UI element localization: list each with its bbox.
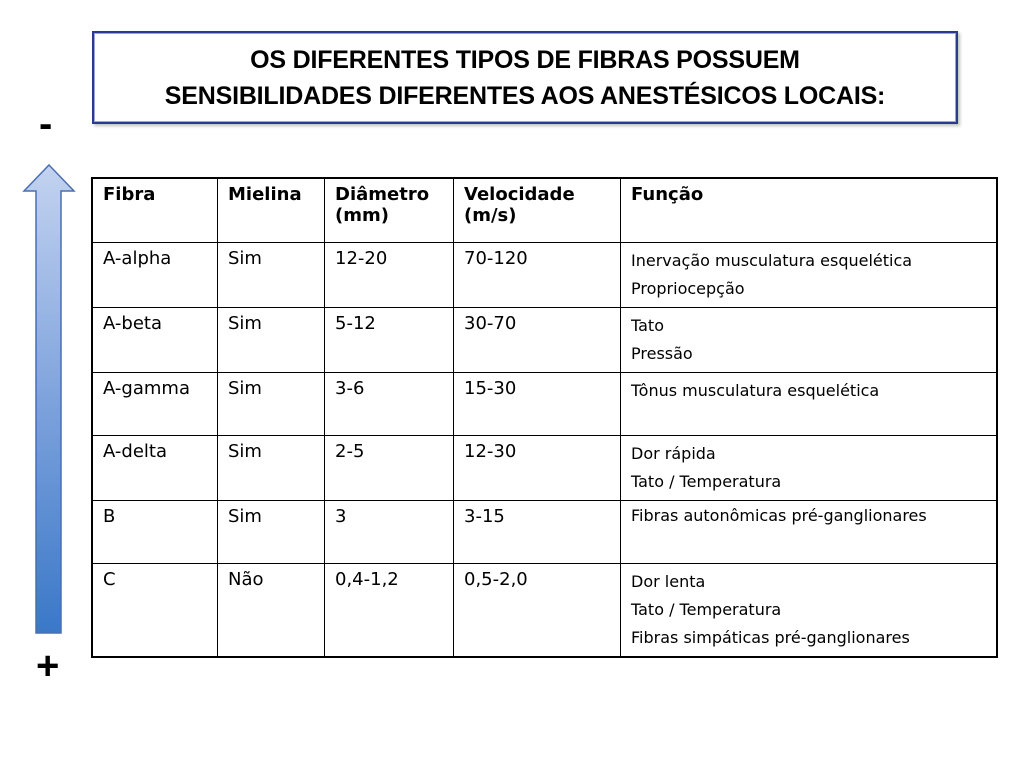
header-funcao: Função xyxy=(621,178,998,243)
cell-diametro: 12-20 xyxy=(325,243,454,308)
header-fibra: Fibra xyxy=(92,178,218,243)
funcao-line: Tato / Temperatura xyxy=(631,600,782,619)
cell-funcao xyxy=(621,564,998,658)
cell-fibra: B xyxy=(92,501,218,564)
cell-velocidade: 0,5-2,0 xyxy=(454,564,621,658)
funcao-line: Fibras autonômicas pré-ganglionares xyxy=(631,506,927,525)
cell-diametro: 3-6 xyxy=(325,373,454,436)
cell-mielina: Sim xyxy=(218,243,325,308)
funcao-line: Tato xyxy=(631,316,664,335)
cell-mielina: Sim xyxy=(218,308,325,373)
cell-velocidade: 30-70 xyxy=(454,308,621,373)
title-line-2: SENSIBILIDADES DIFERENTES AOS ANESTÉSICOS LOCAIS: xyxy=(164,81,886,110)
cell-funcao xyxy=(621,373,998,436)
table-row xyxy=(92,373,997,436)
cell-fibra: A-delta xyxy=(92,436,218,501)
header-velocidade: Velocidade (m/s) xyxy=(454,178,621,243)
header-diametro: Diâmetro (mm) xyxy=(325,178,454,243)
cell-funcao xyxy=(621,243,998,308)
funcao-line: Fibras simpáticas pré-ganglionares xyxy=(631,628,910,647)
funcao-line: Tato / Temperatura xyxy=(631,472,782,491)
plus-sign: + xyxy=(36,644,60,688)
minus-sign: - xyxy=(39,102,53,146)
table-row xyxy=(92,243,997,308)
funcao-line: Tônus musculatura esquelética xyxy=(631,381,880,400)
table-row xyxy=(92,501,997,564)
cell-fibra: A-beta xyxy=(92,308,218,373)
funcao-line: Inervação musculatura esquelética xyxy=(631,251,913,270)
funcao-line: Pressão xyxy=(631,344,693,363)
cell-mielina: Sim xyxy=(218,373,325,436)
title-line-1: OS DIFERENTES TIPOS DE FIBRAS POSSUEM xyxy=(250,45,800,74)
cell-fibra: C xyxy=(92,564,218,658)
funcao-line: Dor lenta xyxy=(631,572,706,591)
cell-diametro: 2-5 xyxy=(325,436,454,501)
cell-diametro: 5-12 xyxy=(325,308,454,373)
cell-fibra: A-alpha xyxy=(92,243,218,308)
cell-fibra: A-gamma xyxy=(92,373,218,436)
fiber-types-table xyxy=(91,177,998,658)
cell-diametro: 0,4-1,2 xyxy=(325,564,454,658)
table-row xyxy=(92,436,997,501)
funcao-line: Dor rápida xyxy=(631,444,716,463)
cell-mielina: Sim xyxy=(218,501,325,564)
scale-arrow-icon xyxy=(22,163,76,635)
table-row xyxy=(92,308,997,373)
cell-velocidade: 70-120 xyxy=(454,243,621,308)
cell-mielina: Sim xyxy=(218,436,325,501)
cell-mielina: Não xyxy=(218,564,325,658)
cell-velocidade: 3-15 xyxy=(454,501,621,564)
cell-diametro: 3 xyxy=(325,501,454,564)
header-mielina: Mielina xyxy=(218,178,325,243)
slide-title xyxy=(165,42,885,114)
cell-velocidade: 15-30 xyxy=(454,373,621,436)
cell-velocidade: 12-30 xyxy=(454,436,621,501)
cell-funcao xyxy=(621,308,998,373)
table-header-row xyxy=(92,178,997,243)
funcao-line: Propriocepção xyxy=(631,279,745,298)
title-box xyxy=(92,31,958,124)
table-row xyxy=(92,564,997,658)
cell-funcao xyxy=(621,436,998,501)
cell-funcao xyxy=(621,501,998,564)
